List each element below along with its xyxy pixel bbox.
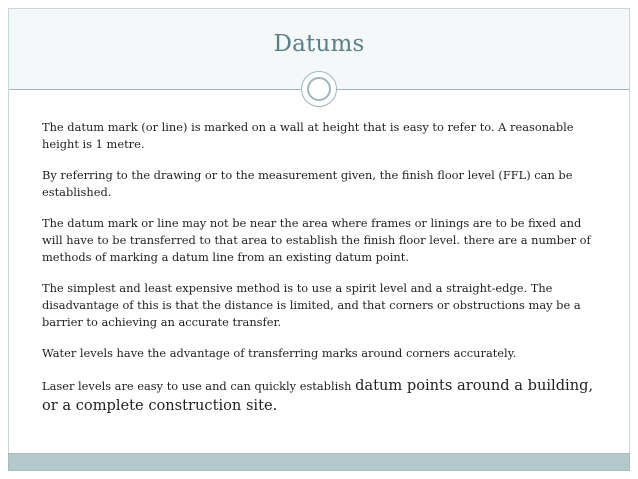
paragraph-datum-mark: The datum mark (or line) is marked on a wall at height that is easy to refer to. A reasonable height is 1 metre. <box>42 120 574 151</box>
circle-ornament-icon <box>301 71 337 107</box>
paragraph-water-levels: Water levels have the advantage of transferring marks around corners accurately. <box>42 346 517 360</box>
paragraph-spirit-level: The simplest and least expensive method is to use a spirit level and a straight-edge. The disadvantage of this is that the distance is limited, and that corners or obstructions may be a barrier to achieving an accurate transfer. <box>42 281 581 329</box>
slide-title: Datums <box>273 31 365 57</box>
laser-text-large: datum points around a building, or a complete construction site. <box>42 377 594 414</box>
paragraph-transfer: The datum mark or line may not be near the area where frames or linings are to be fixed and will have to be transferred to that area to establish the finish floor level. there are a number of methods of marking a datum line from an existing datum point. <box>42 216 591 264</box>
slide <box>8 8 630 471</box>
paragraph-ffl: By referring to the drawing or to the measurement given, the finish floor level (FFL) can be established. <box>42 168 573 199</box>
inner-ring <box>307 77 331 101</box>
laser-text-normal: Laser levels are easy to use and can quickly establish <box>42 379 356 393</box>
paragraph-laser-levels <box>42 376 604 416</box>
footer-bar <box>8 453 630 471</box>
slide-body <box>42 119 604 416</box>
